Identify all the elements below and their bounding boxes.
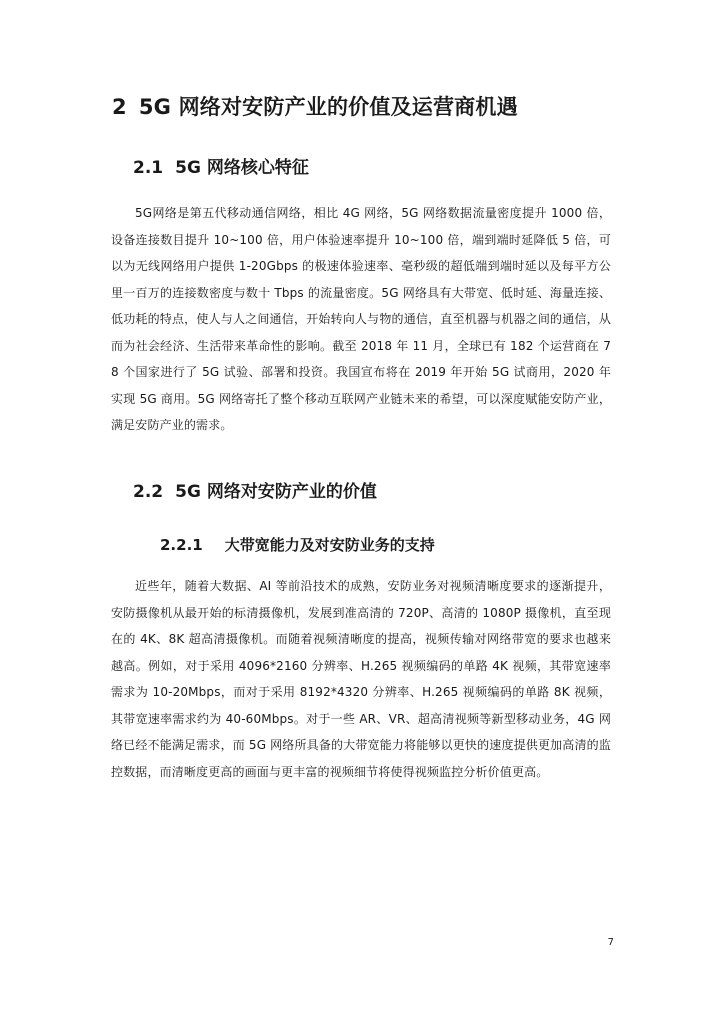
section-2-2-1-title: 大带宽能力及对安防业务的支持 — [224, 536, 435, 554]
chapter-number: 2 — [112, 95, 127, 119]
section-2-1-heading — [133, 153, 309, 183]
section-2-1-paragraph: 5G网络是第五代移动通信网络，相比 4G 网络，5G 网络数据流量密度提升 1000 倍，设备连接数目提升 10~100 倍，用户体验速率提升 10~100 倍，端到端时延降低 5 倍，可以为无线网络用户提供 1-20Gbps 的极速体验速率、毫秒级的超低端到端时延以及每平方公里一百万的连接数密度与数十 Tbps 的流量密度。5G 网络具有大带宽、低时延、海量连接、低功耗的特点，使人与人之间通信，开始转向人与物的通信，直至机器与机器之间的通信，从而为社会经济、生活带来革命性的影响。截至 2018 年 11 月，全球已有 182 个运营商在 78 个国家进行了 5G 试验、部署和投资。我国宣布将在 2019 年开始 5G 试商用，2020 年实现 5G 商用。5G 网络寄托了整个移动互联网产业链未来的希望，可以深度赋能安防产业，满足安防产业的需求。 — [111, 206, 611, 432]
section-2-2-1-paragraph: 近些年，随着大数据、AI 等前沿技术的成熟，安防业务对视频清晰度要求的逐渐提升，安防摄像机从最开始的标清摄像机，发展到准高清的 720P、高清的 1080P 摄像机，直至现在的 4K、8K 超高清摄像机。而随着视频清晰度的提高，视频传输对网络带宽的要求也越来越高。例如，对于采用 4096*2160 分辨率、H.265 视频编码的单路 4K 视频，其带宽速率需求为 10-20Mbps，而对于采用 8192*4320 分辨率、H.265 视频编码的单路 8K 视频，其带宽速率需求约为 40-60Mbps。对于一些 AR、VR、超高清视频等新型移动业务，4G 网络已经不能满足需求，而 5G 网络所具备的大带宽能力将能够以更快的速度提供更加高清的监控数据，而清晰度更高的画面与更丰富的视频细节将使得视频监控分析价值更高。 — [111, 579, 611, 779]
section-2-2-heading — [133, 477, 377, 507]
section-2-1-number: 2.1 — [133, 158, 164, 178]
section-2-2-title: 5G 网络对安防产业的价值 — [175, 482, 377, 502]
page-number: 7 — [607, 937, 614, 948]
section-2-2-1-heading — [160, 532, 435, 558]
chapter-title: 5G 网络对安防产业的价值及运营商机遇 — [138, 95, 518, 119]
section-2-2-number: 2.2 — [133, 482, 164, 502]
section-2-2-1-number: 2.2.1 — [160, 536, 203, 554]
chapter-heading — [112, 90, 518, 124]
section-2-1-title: 5G 网络核心特征 — [175, 158, 309, 178]
